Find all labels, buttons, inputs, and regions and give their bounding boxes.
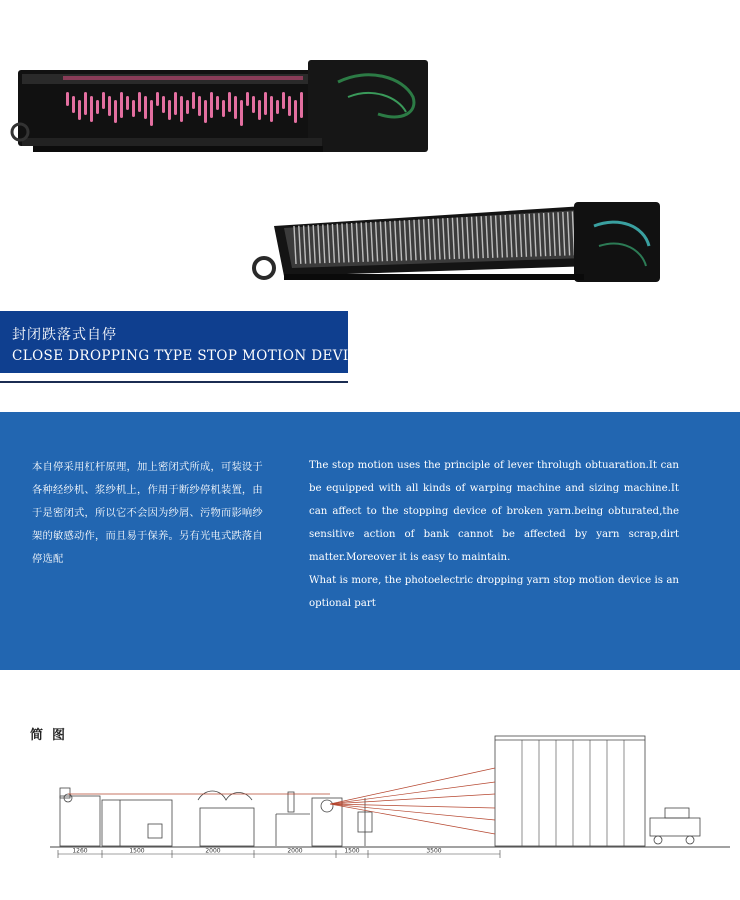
stop-motion-device-photo-angled: [244, 196, 664, 296]
title-underline: [0, 381, 348, 383]
dimension-label: 3500: [426, 847, 442, 855]
title-english: CLOSE DROPPING TYPE STOP MOTION DEVICE: [12, 348, 370, 364]
dimension-label: 1260: [72, 847, 88, 855]
dimension-label: 2000: [205, 847, 221, 855]
diagram-title: 简图: [30, 728, 75, 743]
description-english: [309, 454, 679, 615]
layout-schematic: [40, 728, 740, 868]
stop-motion-device-photo-front: [8, 52, 432, 172]
description-chinese: 本自停采用杠杆原理，加上密闭式所成，可装设于各种经纱机、浆纱机上，作用于断纱停机装置，由于是密闭式，所以它不会因为纱屑、污物而影响纱架的敏感动作，而且易于保养。另有光电式跌落自停选配: [32, 461, 263, 565]
dimension-label: 1500: [344, 847, 360, 855]
dimension-label: 1500: [129, 847, 145, 855]
title-band: [0, 311, 370, 373]
title-chinese: 封闭跌落式自停: [12, 327, 117, 343]
description-english-paragraph-2: What is more, the photoelectric dropping yarn stop motion device is an optional part: [309, 575, 679, 609]
description-panel: [0, 412, 740, 670]
description-english-paragraph-1: The stop motion uses the principle of lever throlugh obtuaration.It can be equipped with all kinds of warping machine and sizing machine.It can affect to the stopping device of broken yarn.being obturated,the sensitive action of bank cannot be affected by yarn scrap,dirt matter.Moreover it is easy to maintain.: [309, 460, 679, 563]
dimension-label: 2000: [287, 847, 303, 855]
